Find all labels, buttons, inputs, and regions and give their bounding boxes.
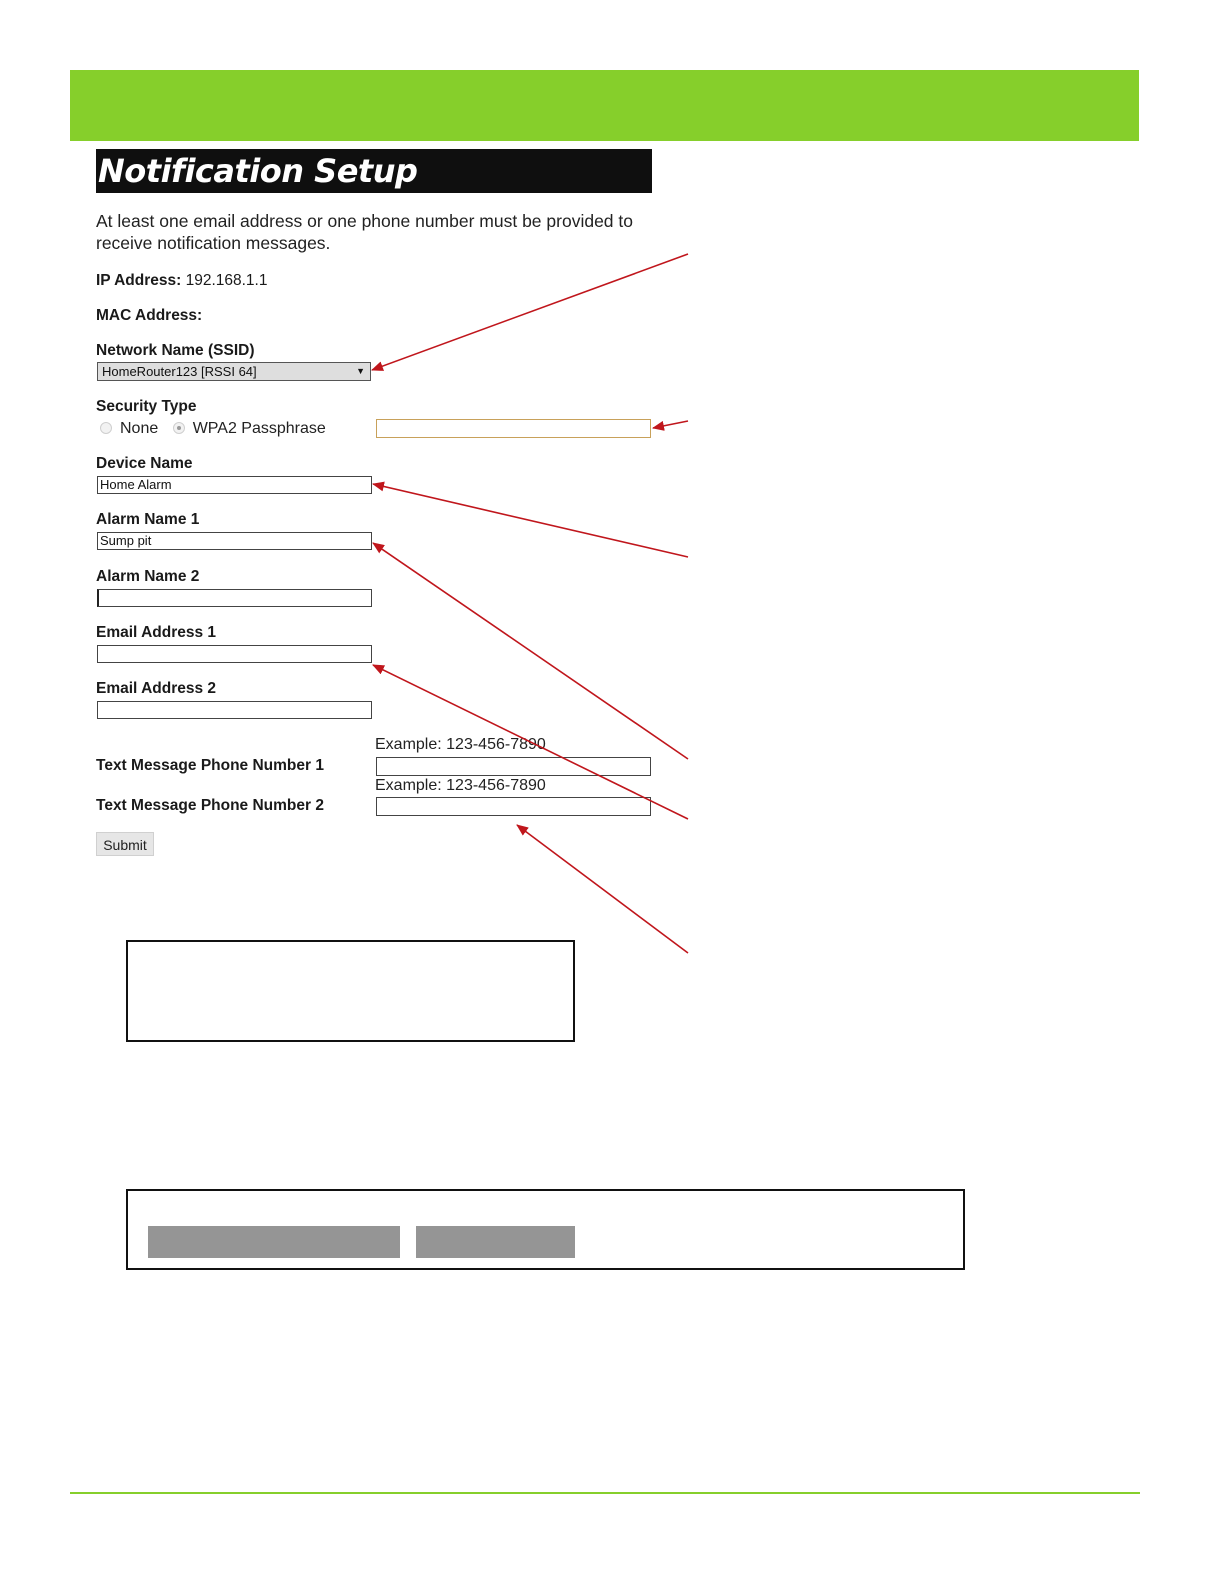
page-title: Notification Setup [96, 149, 652, 193]
passphrase-input[interactable] [376, 419, 651, 438]
device-name-label: Device Name [96, 455, 193, 472]
email-address-2-input[interactable] [97, 701, 372, 719]
phone-1-label: Text Message Phone Number 1 [96, 757, 324, 774]
email-address-2-label: Email Address 2 [96, 680, 217, 697]
security-none-label: None [120, 420, 159, 437]
phone-1-example: Example: 123-456-7890 [375, 736, 546, 753]
security-type-options [100, 418, 336, 440]
phone-2-example: Example: 123-456-7890 [375, 777, 546, 794]
header-band [70, 70, 1139, 141]
ip-address-value: 192.168.1.1 [185, 272, 268, 289]
alarm-name-2-input[interactable] [97, 589, 372, 607]
empty-frame-1 [126, 940, 575, 1042]
mac-address-label: MAC Address: [96, 307, 203, 324]
ssid-label: Network Name (SSID) [96, 342, 255, 359]
ip-address-label: IP Address: [96, 272, 182, 289]
arrow-device-name [373, 484, 688, 557]
security-none-radio[interactable] [100, 422, 112, 434]
arrow-alarm-name [373, 543, 688, 759]
arrow-passphrase [653, 421, 688, 428]
security-type-label: Security Type [96, 398, 197, 415]
submit-button[interactable]: Submit [96, 832, 154, 856]
arrow-ssid [372, 254, 688, 370]
security-wpa2-label: WPA2 Passphrase [192, 420, 326, 437]
phone-1-input[interactable] [376, 757, 651, 776]
phone-2-label: Text Message Phone Number 2 [96, 797, 324, 814]
email-address-1-label: Email Address 1 [96, 624, 217, 641]
ssid-select[interactable] [97, 362, 371, 381]
arrow-phone [517, 825, 688, 953]
dropdown-arrow-icon: ▼ [356, 366, 365, 376]
gray-button-1[interactable] [148, 1226, 400, 1258]
footer-rule [70, 1492, 1140, 1494]
ssid-selected-value: HomeRouter123 [RSSI 64] [102, 364, 257, 379]
device-name-input[interactable]: Home Alarm [97, 476, 372, 494]
alarm-name-2-label: Alarm Name 2 [96, 568, 200, 585]
ip-address-row [96, 272, 267, 290]
intro-text: At least one email address or one phone number must be provided to receive notification messages. [96, 211, 633, 253]
security-wpa2-radio[interactable] [173, 422, 185, 434]
alarm-name-1-input[interactable]: Sump pit [97, 532, 372, 550]
email-address-1-input[interactable] [97, 645, 372, 663]
alarm-name-1-label: Alarm Name 1 [96, 511, 200, 528]
gray-button-2[interactable] [416, 1226, 575, 1258]
phone-2-input[interactable] [376, 797, 651, 816]
